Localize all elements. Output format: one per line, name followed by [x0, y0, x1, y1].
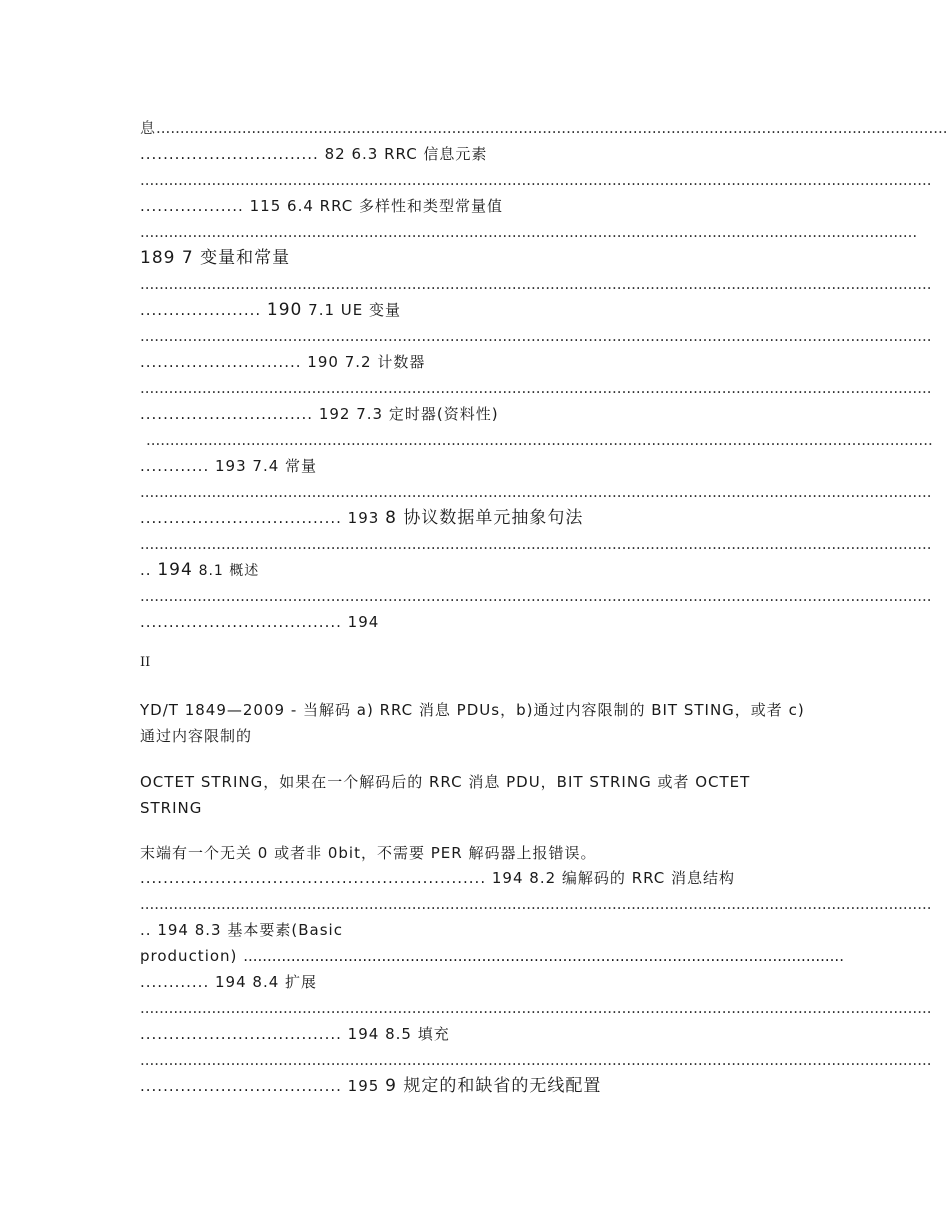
toc-line: 189 7 变量和常量 [140, 248, 291, 268]
toc-line: ................................... 194 8.5 填充 [140, 1025, 450, 1043]
toc-line: ................................... 195 9 规定的和缺省的无线配置 [140, 1076, 602, 1096]
dot-leader: ...................................................................................................................................................................... [140, 171, 932, 189]
dot-leader: ...................................................................................................................................................................... [140, 275, 932, 293]
toc-line: ............................................................ 194 8.2 编解码的 RRC 消息结构 [140, 869, 736, 887]
toc-line: .. 194 8.3 基本要素(Basic [140, 921, 343, 939]
dot-leader: ...................................................................................................................................................................... [140, 535, 932, 553]
toc-line: ............................... 82 6.3 RRC 信息元素 [140, 145, 488, 163]
dot-leader: ................................................................................................................................................................... [140, 223, 918, 241]
toc-line: .................. 115 6.4 RRC 多样性和类型常量值 [140, 197, 503, 215]
dot-leader: ...................................................................................................................................................................... [140, 895, 932, 913]
toc-line: .. 194 8.1 概述 [140, 560, 260, 580]
page-number: II [140, 655, 151, 670]
dot-leader: ...................................................................................................................................................................... [140, 379, 932, 397]
dot-leader: ...................................................................................................................................................................... [140, 587, 932, 605]
dot-leader: ...................................................................................................................................................................... [140, 999, 932, 1017]
body-paragraph: 末端有一个无关 0 或者非 0bit，不需要 PER 解码器上报错误。 [140, 844, 597, 862]
toc-line: ............ 193 7.4 常量 [140, 457, 318, 475]
toc-line: production) .............................................................................................................................. [140, 947, 844, 965]
dot-leader: ...................................................................................................................................................................... [140, 327, 932, 345]
body-paragraph: YD/T 1849—2009 - 当解码 a) RRC 消息 PDUs，b)通过内容限制的 BIT STING，或者 c)通过内容限制的 [140, 701, 805, 745]
toc-line: ................................... 194 [140, 613, 380, 631]
toc-line: ............................ 190 7.2 计数器 [140, 353, 426, 371]
toc-line: ..................... 190 7.1 UE 变量 [140, 300, 402, 320]
toc-line: ............ 194 8.4 扩展 [140, 973, 318, 991]
toc-line: .............................. 192 7.3 定时器(资料性) [140, 405, 499, 423]
dot-leader: ..................................................................................................................................................................... [146, 431, 933, 449]
toc-line: 息...................................................................................................................................................................... [140, 119, 948, 137]
dot-leader: ...................................................................................................................................................................... [140, 1051, 932, 1069]
dot-leader: ...................................................................................................................................................................... [140, 483, 932, 501]
body-paragraph: OCTET STRING，如果在一个解码后的 RRC 消息 PDU，BIT STRING 或者 OCTET STRING [140, 773, 751, 817]
toc-line: ................................... 193 8 协议数据单元抽象句法 [140, 508, 584, 528]
